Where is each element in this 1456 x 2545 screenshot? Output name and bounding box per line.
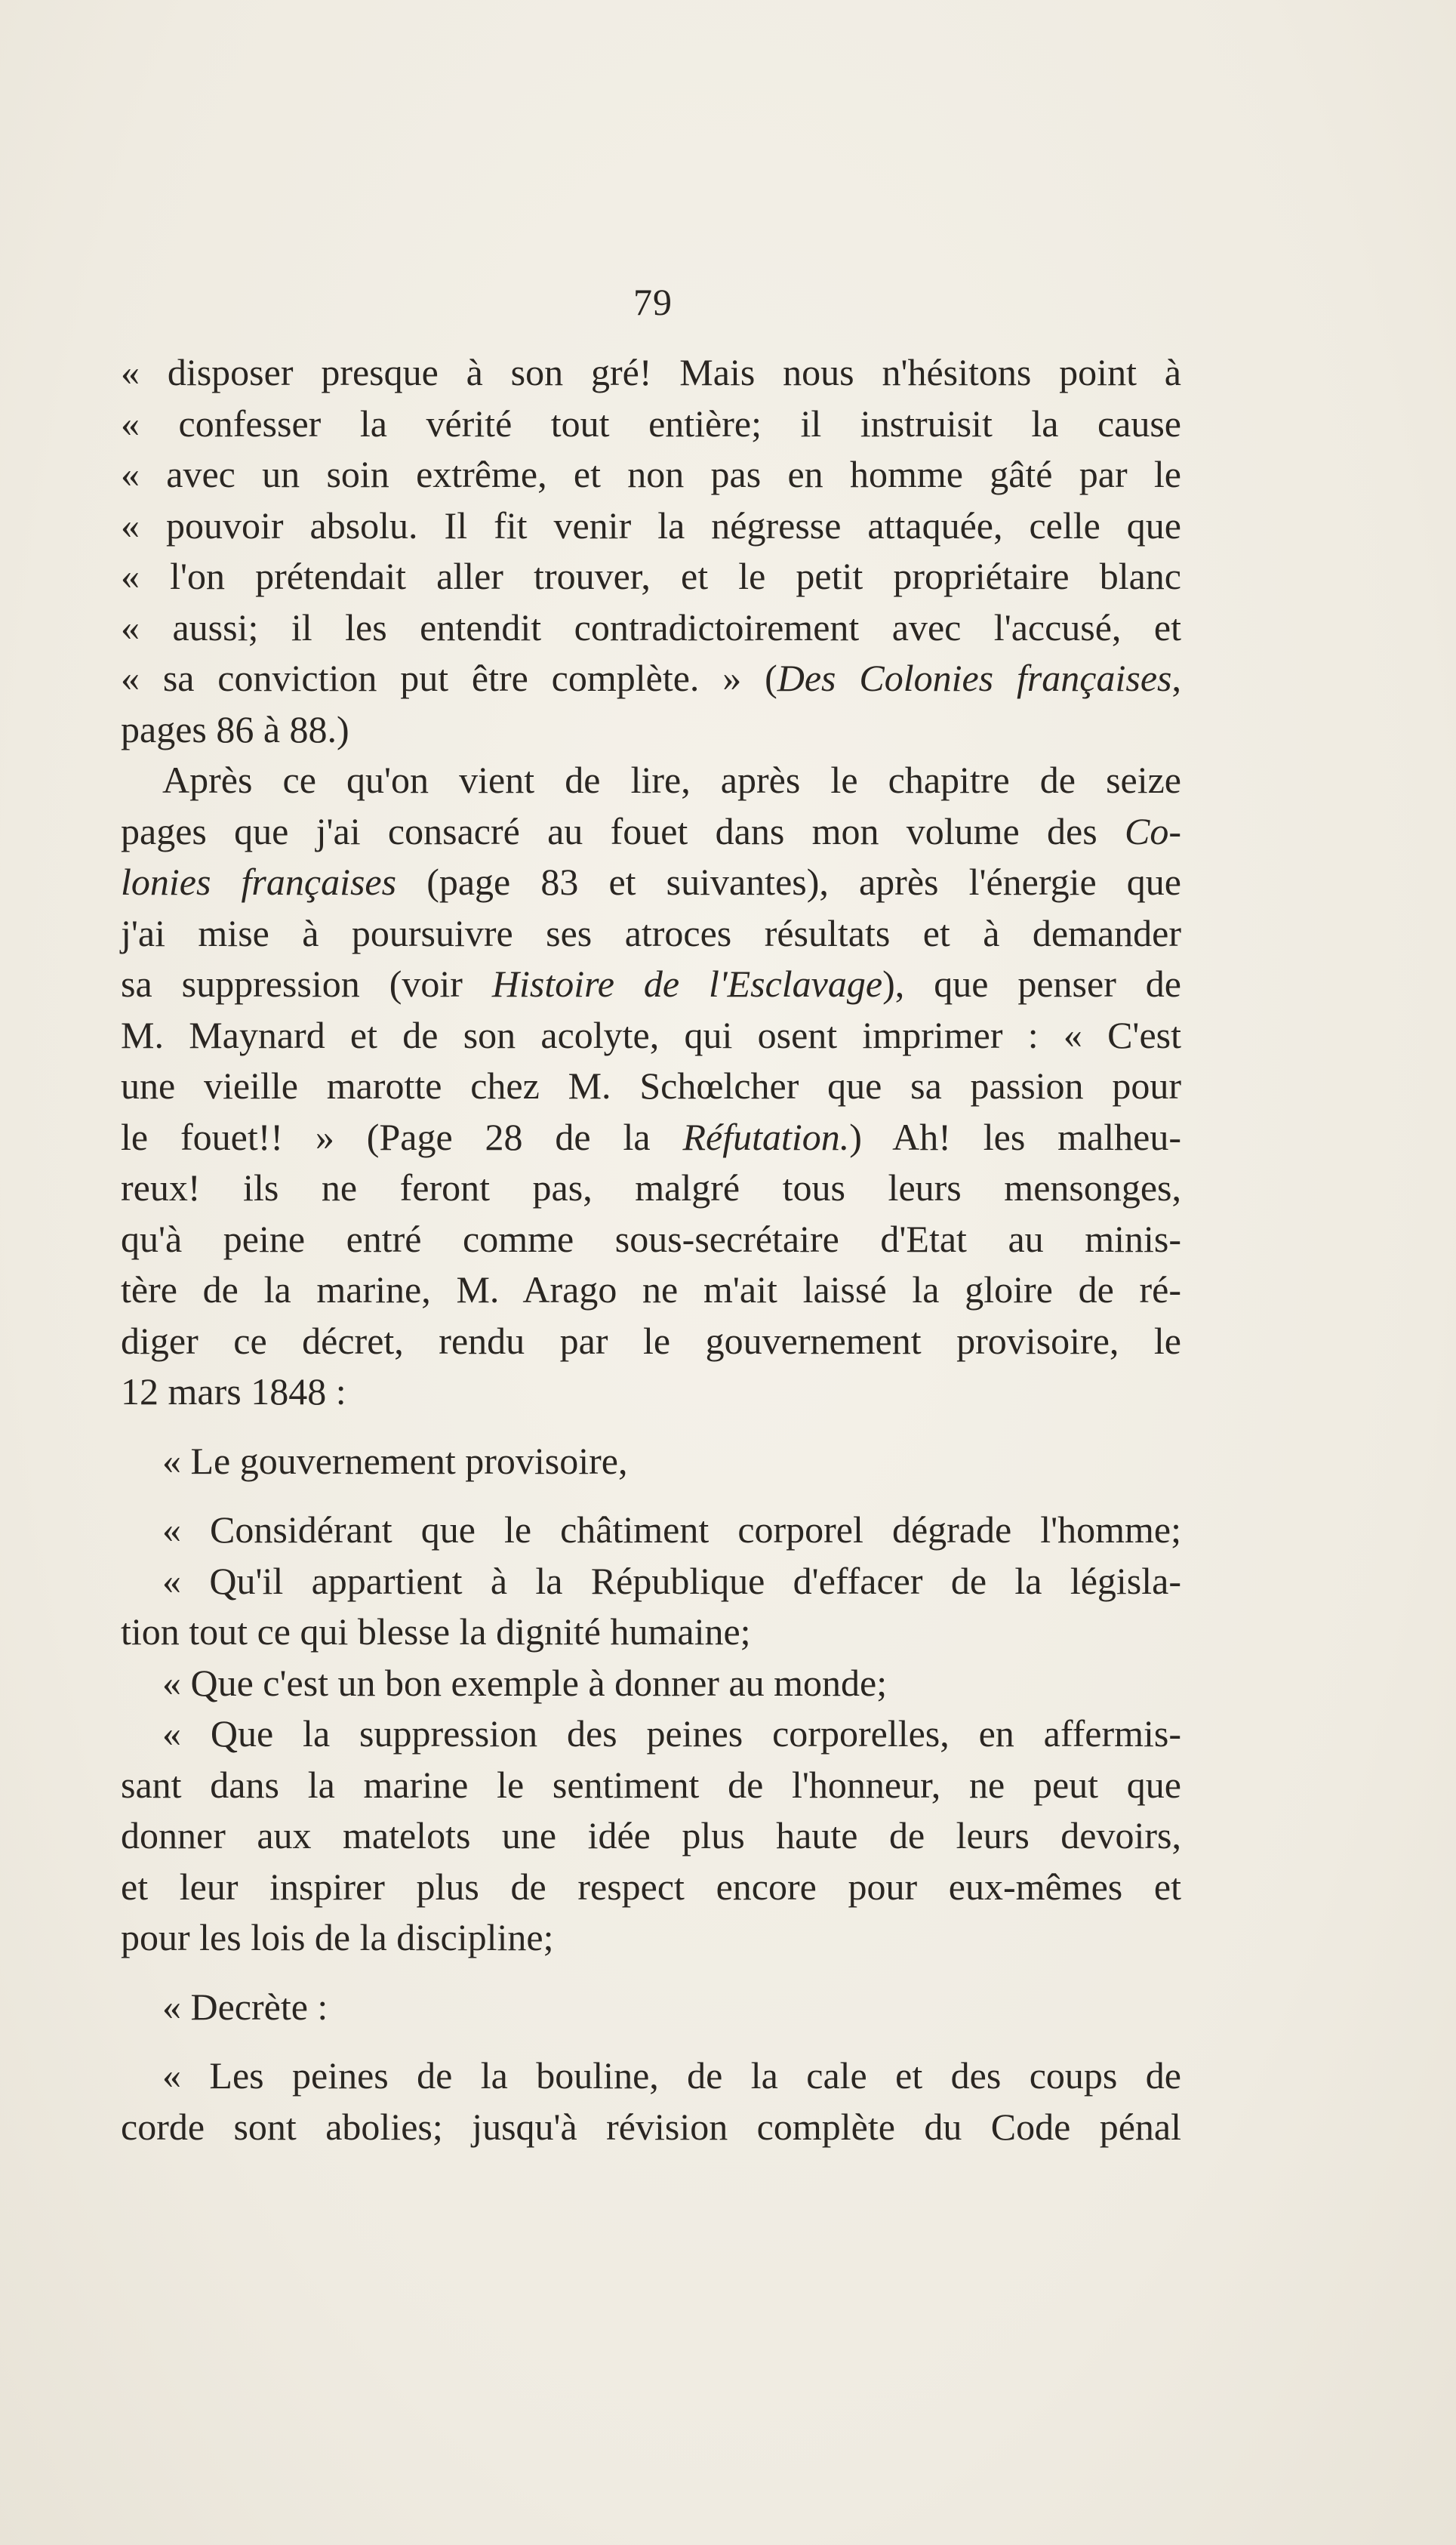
text-segment: tion tout ce qui blesse la dignité humaine; <box>121 1610 751 1653</box>
text-segment: « confesser la vérité tout entière; il instruisit la cause <box>121 402 1181 445</box>
text-line <box>121 1912 1181 1964</box>
text-segment: « pouvoir absolu. Il fit venir la négresse attaquée, celle que <box>121 504 1181 547</box>
text-line <box>121 2102 1181 2153</box>
text-line <box>121 1366 1181 1418</box>
text-line <box>121 1505 1181 1556</box>
text-line <box>121 449 1181 501</box>
text-line <box>121 1010 1181 1061</box>
text-segment: diger ce décret, rendu par le gouvernement provisoire, le <box>121 1319 1181 1362</box>
text-line <box>121 1265 1181 1316</box>
text-line <box>121 1658 1181 1709</box>
text-segment: « Que la suppression des peines corporelles, en affermis- <box>162 1712 1181 1755</box>
text-segment: « Que c'est un bon exemple à donner au monde; <box>162 1661 888 1704</box>
text-segment: pour les lois de la discipline; <box>121 1916 554 1958</box>
text-segment: j'ai mise à poursuivre ses atroces résultats et à demander <box>121 911 1181 954</box>
text-line <box>121 1061 1181 1112</box>
text-segment: « Qu'il appartient à la République d'effacer de la législa- <box>162 1559 1181 1602</box>
text-segment: « Le gouvernement provisoire, <box>162 1439 628 1482</box>
text-segment: (page 83 et suivantes), après l'énergie que <box>396 861 1182 903</box>
text-line <box>121 1556 1181 1607</box>
text-segment: « sa conviction put être complète. » ( <box>121 657 777 699</box>
text-line <box>121 602 1181 654</box>
text-line <box>121 1436 1181 1487</box>
text-segment: corde sont abolies; jusqu'à révision complète du Code pénal <box>121 2105 1181 2148</box>
italic-text: Des Colonies françaises <box>777 657 1172 699</box>
text-line <box>121 1862 1181 1913</box>
text-line <box>121 704 1181 756</box>
text-segment: 12 mars 1848 : <box>121 1370 346 1413</box>
text-segment: , <box>1171 657 1181 699</box>
text-line <box>121 1607 1181 1658</box>
text-line <box>121 501 1181 552</box>
text-line <box>121 755 1181 806</box>
text-segment: « aussi; il les entendit contradictoirement avec l'accusé, et <box>121 605 1181 649</box>
text-line <box>121 908 1181 960</box>
italic-text: Réfutation. <box>682 1115 850 1158</box>
text-segment: ), que penser de <box>882 963 1182 1005</box>
text-segment: « l'on prétendait aller trouver, et le petit propriétaire blanc <box>121 555 1181 597</box>
body-text <box>121 347 1181 2152</box>
text-line <box>121 347 1181 399</box>
page-number: 79 <box>633 281 673 323</box>
text-line <box>121 1163 1181 1214</box>
text-segment: « avec un soin extrême, et non pas en homme gâté par le <box>121 453 1181 495</box>
text-segment: le fouet!! » (Page 28 de la <box>121 1115 683 1158</box>
text-segment: qu'à peine entré comme sous-secrétaire d'Etat au minis- <box>121 1217 1181 1260</box>
text-line <box>121 1112 1181 1163</box>
text-line <box>121 551 1181 602</box>
text-segment: pages que j'ai consacré au fouet dans mon volume des <box>121 809 1125 852</box>
text-segment: M. Maynard et de son acolyte, qui osent imprimer : « C'est <box>121 1013 1181 1056</box>
text-segment: sa suppression (voir <box>121 963 492 1005</box>
text-segment: « disposer presque à son gré! Mais nous n'hésitons point à <box>121 351 1181 393</box>
text-segment: et leur inspirer plus de respect encore pour eux-mêmes et <box>121 1865 1181 1908</box>
italic-text: lonies françaises <box>121 861 397 903</box>
text-line <box>121 1810 1181 1862</box>
text-line <box>121 1982 1181 2033</box>
text-line <box>121 959 1181 1010</box>
text-line <box>121 857 1181 908</box>
text-line <box>121 1760 1181 1811</box>
text-line <box>121 1316 1181 1367</box>
text-segment: pages 86 à 88.) <box>121 707 349 750</box>
text-segment: « Les peines de la bouline, de la cale et des coups de <box>162 2054 1181 2097</box>
text-line <box>121 806 1181 858</box>
text-line <box>121 2050 1181 2102</box>
text-segment: « Considérant que le châtiment corporel dégrade l'homme; <box>162 1508 1181 1551</box>
text-segment: donner aux matelots une idée plus haute de leurs devoirs, <box>121 1814 1181 1856</box>
text-line <box>121 653 1181 704</box>
text-line <box>121 1708 1181 1760</box>
text-line <box>121 1214 1181 1265</box>
text-segment: tère de la marine, M. Arago ne m'ait laissé la gloire de ré- <box>121 1268 1181 1311</box>
text-segment: une vieille marotte chez M. Schœlcher que sa passion pour <box>121 1065 1181 1107</box>
text-segment: « Decrète : <box>162 1985 328 2028</box>
text-segment: reux! ils ne feront pas, malgré tous leurs mensonges, <box>121 1166 1181 1209</box>
italic-text: Co- <box>1125 809 1181 852</box>
text-line <box>121 399 1181 450</box>
bottom-margin <box>0 2340 1456 2545</box>
italic-text: Histoire de l'Esclavage <box>491 963 883 1005</box>
text-segment: ) Ah! les malheu- <box>849 1115 1181 1158</box>
text-segment: sant dans la marine le sentiment de l'honneur, ne peut que <box>121 1763 1181 1806</box>
text-segment: Après ce qu'on vient de lire, après le chapitre de seize <box>162 759 1181 801</box>
